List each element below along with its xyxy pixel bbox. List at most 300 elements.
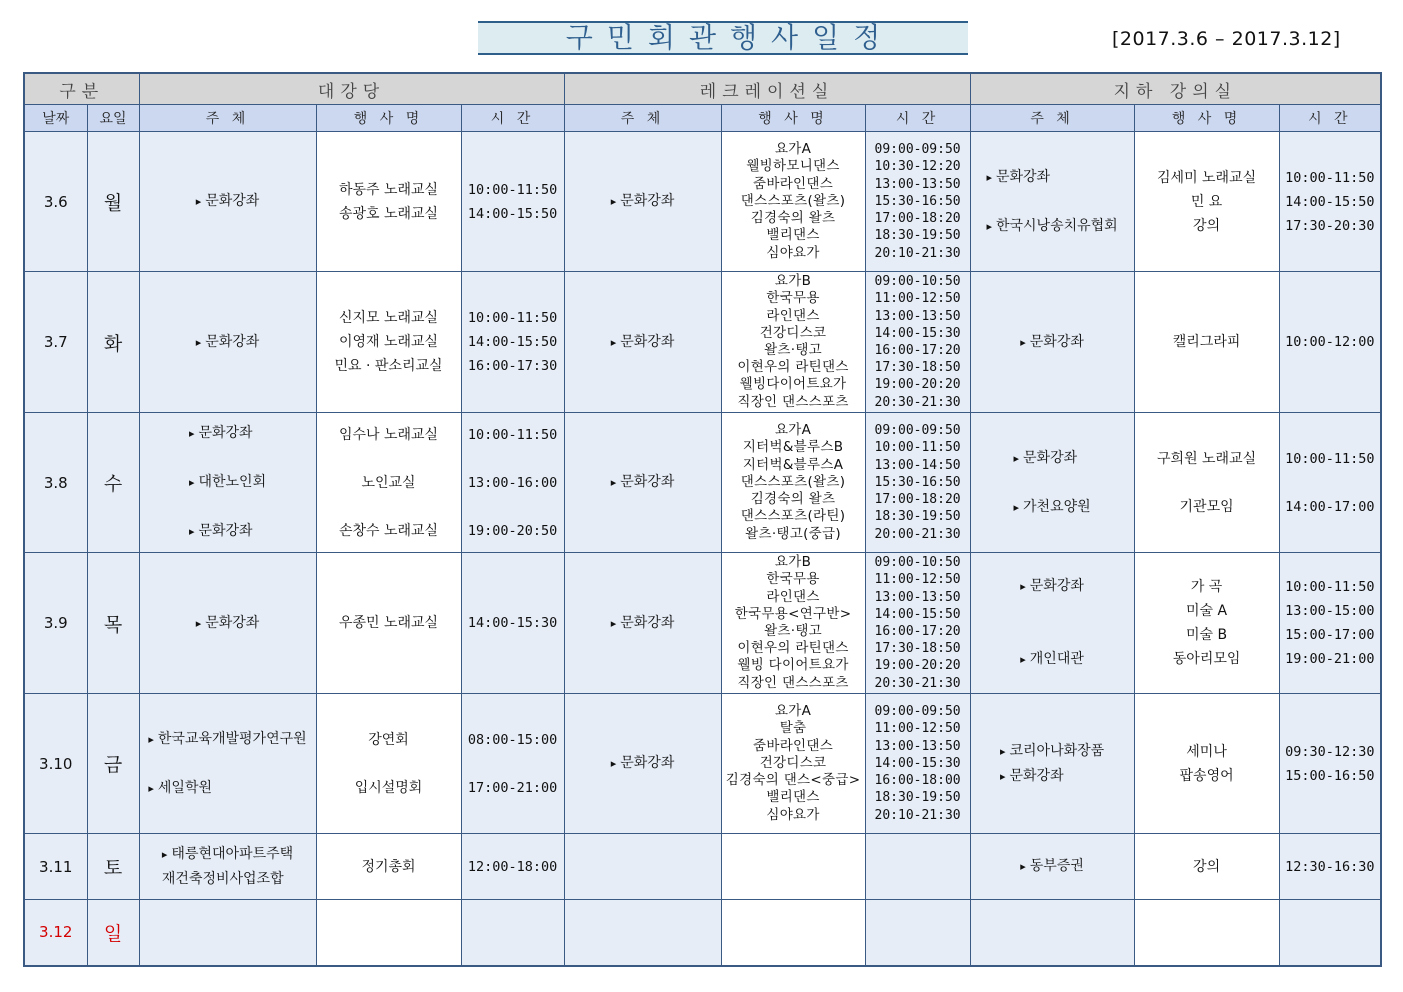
basement-hosts <box>971 739 1134 789</box>
header-weekday: 요일 <box>87 105 139 132</box>
event-item: 세미나 <box>1186 743 1227 760</box>
recreation-times <box>866 273 970 411</box>
time-item: 14:00-15:30 <box>467 615 558 631</box>
day-weekday: 토 <box>87 834 139 900</box>
recreation-hosts <box>565 920 721 944</box>
time-item: 14:00-15:50 <box>874 606 961 622</box>
auditorium-times <box>462 728 564 800</box>
time-item: 14:00-15:50 <box>467 334 558 350</box>
header-row-columns <box>24 105 1381 132</box>
basement-events-cell <box>1134 413 1279 553</box>
event-item: 가 곡 <box>1190 579 1223 595</box>
event-item: 이현우의 라틴댄스 <box>737 640 849 657</box>
recreation-events <box>722 703 865 823</box>
host-item: ▸ 문화강좌 <box>611 751 675 776</box>
recreation-events-cell <box>721 132 865 272</box>
event-item: 미술 B <box>1186 627 1228 643</box>
recreation-times-cell <box>865 413 970 553</box>
time-item: 10:00-11:50 <box>874 440 961 456</box>
host-item: ▸ 문화강좌 <box>1020 330 1084 355</box>
event-item: 한국무용<연구반> <box>734 605 852 622</box>
auditorium-hosts <box>140 330 316 355</box>
auditorium-times <box>462 611 564 635</box>
event-item: 줌바라인댄스 <box>753 175 834 192</box>
recreation-hosts-cell <box>564 413 721 553</box>
event-item: 댄스스포츠(라틴) <box>740 508 846 525</box>
auditorium-times <box>462 178 564 226</box>
auditorium-events <box>317 306 461 378</box>
event-item: 요가B <box>774 554 812 571</box>
host-list <box>1020 854 1084 879</box>
recreation-events-cell <box>721 694 865 834</box>
time-item: 13:00-13:50 <box>874 308 961 324</box>
auditorium-events <box>317 855 461 879</box>
table-row <box>24 132 1381 272</box>
table-row <box>24 272 1381 413</box>
time-item: 10:30-12:20 <box>874 159 961 175</box>
basement-events <box>1135 447 1279 519</box>
recreation-times-cell <box>865 272 970 413</box>
page-title: 구민회관행사일정 <box>565 21 895 54</box>
header-event: 행 사 명 <box>1134 105 1279 132</box>
table-row <box>24 553 1381 694</box>
time-item: 14:00-15:30 <box>874 325 961 341</box>
auditorium-events-cell <box>316 834 461 900</box>
host-item: ▸ 문화강좌 <box>1014 446 1091 471</box>
spacer <box>1014 471 1091 495</box>
basement-events-cell <box>1134 834 1279 900</box>
table-row <box>24 413 1381 553</box>
basement-hosts-cell <box>970 694 1134 834</box>
day-date: 3.7 <box>24 272 87 413</box>
event-item: 왈츠·탱고 <box>764 623 823 639</box>
host-item: ▸ 개인대관 <box>1020 647 1084 672</box>
time-item: 20:10-21:30 <box>874 807 961 823</box>
basement-events <box>1135 575 1279 671</box>
event-item: 이현우의 라틴댄스 <box>737 359 849 376</box>
day-weekday: 목 <box>87 553 139 694</box>
event-item: 심야요가 <box>766 244 820 261</box>
host-item: ▸ 가천요양원 <box>1014 495 1091 520</box>
event-item: 요가A <box>774 422 812 439</box>
event-item: 정기총회 <box>361 858 416 875</box>
auditorium-hosts-cell <box>139 272 316 413</box>
recreation-times <box>866 141 970 261</box>
time-item: 17:00-21:00 <box>467 779 558 796</box>
host-item: ▸ 한국시낭송치유협회 <box>986 214 1117 239</box>
spacer <box>317 447 461 471</box>
event-item: 캘리그라피 <box>1172 334 1241 350</box>
host-item: ▸ 문화강좌 <box>189 519 266 544</box>
time-item: 12:00-18:00 <box>467 858 558 875</box>
auditorium-times <box>462 855 564 879</box>
recreation-events <box>722 273 865 411</box>
schedule-table <box>23 72 1382 967</box>
header-host: 주 체 <box>139 105 316 132</box>
header-group: 구분 <box>24 73 139 105</box>
recreation-hosts-cell <box>564 694 721 834</box>
basement-times-cell <box>1279 553 1381 694</box>
event-item: 하동주 노래교실 <box>338 181 439 198</box>
event-item: 민요 · 판소리교실 <box>334 358 443 374</box>
header-row-groups <box>24 73 1381 105</box>
auditorium-times <box>462 306 564 378</box>
recreation-hosts-cell <box>564 132 721 272</box>
recreation-events-cell <box>721 272 865 413</box>
auditorium-hosts-cell <box>139 694 316 834</box>
spacer <box>1135 471 1279 495</box>
auditorium-times-cell <box>461 413 564 553</box>
event-item: 직장인 댄스스포츠 <box>737 674 849 691</box>
time-item: 17:30-20:30 <box>1285 217 1375 234</box>
spacer <box>462 752 564 776</box>
time-item: 19:00-20:50 <box>467 522 558 539</box>
host-list <box>1000 739 1104 789</box>
auditorium-hosts <box>140 727 316 801</box>
time-item: 12:30-16:30 <box>1285 858 1375 875</box>
host-list <box>196 611 260 636</box>
host-list <box>1020 574 1084 672</box>
event-item: 미술 A <box>1186 603 1228 619</box>
event-item: 건강디스코 <box>759 324 827 341</box>
recreation-hosts-cell <box>564 834 721 900</box>
recreation-events-cell <box>721 900 865 966</box>
auditorium-times-cell <box>461 132 564 272</box>
basement-hosts-cell <box>970 272 1134 413</box>
time-item: 20:00-21:30 <box>874 526 961 542</box>
day-date: 3.10 <box>24 694 87 834</box>
host-item: ▸ 문화강좌 <box>196 189 260 214</box>
basement-hosts <box>971 920 1134 944</box>
basement-hosts-cell <box>970 413 1134 553</box>
time-item: 11:00-12:50 <box>874 721 961 737</box>
basement-events-cell <box>1134 272 1279 413</box>
host-item: ▸ 문화강좌 <box>1020 574 1084 599</box>
event-item: 라인댄스 <box>766 588 820 605</box>
time-item: 15:00-17:00 <box>1285 627 1375 643</box>
time-item: 18:30-19:50 <box>874 790 961 806</box>
event-item: 왈츠·탱고 <box>764 342 823 358</box>
recreation-hosts-cell <box>564 553 721 694</box>
event-item: 댄스스포츠(왈츠) <box>740 473 846 490</box>
event-item: 팝송영어 <box>1179 767 1234 784</box>
event-item: 지터벅&블루스A <box>742 456 844 473</box>
event-item: 임수나 노래교실 <box>338 426 439 443</box>
event-item: 직장인 댄스스포츠 <box>737 393 849 410</box>
schedule-body <box>24 132 1381 966</box>
basement-events-cell <box>1134 900 1279 966</box>
auditorium-events <box>317 728 461 800</box>
time-item: 15:30-16:50 <box>874 474 961 490</box>
time-item: 09:00-10:50 <box>874 274 961 290</box>
event-item: 요가A <box>774 703 812 720</box>
event-item: 탈춤 <box>779 720 807 737</box>
basement-times-cell <box>1279 834 1381 900</box>
host-list <box>611 189 675 214</box>
auditorium-hosts-cell <box>139 834 316 900</box>
time-item: 15:30-16:50 <box>874 193 961 209</box>
basement-times <box>1280 575 1381 671</box>
auditorium-events-cell <box>316 272 461 413</box>
event-item: 밸리댄스 <box>766 789 820 806</box>
spacer <box>317 495 461 519</box>
auditorium-hosts <box>140 421 316 544</box>
day-date: 3.8 <box>24 413 87 553</box>
basement-events-cell <box>1134 132 1279 272</box>
event-item: 기관모임 <box>1179 498 1234 515</box>
event-item: 신지모 노래교실 <box>338 310 439 326</box>
host-list <box>196 330 260 355</box>
time-item: 10:00-11:50 <box>1285 450 1375 467</box>
spacer <box>317 752 461 776</box>
time-item: 10:00-11:50 <box>467 181 558 198</box>
auditorium-events-cell <box>316 553 461 694</box>
header-host: 주 체 <box>564 105 721 132</box>
basement-times <box>1280 330 1381 354</box>
time-item: 20:10-21:30 <box>874 245 961 261</box>
day-date: 3.12 <box>24 900 87 966</box>
spacer <box>986 190 1117 214</box>
basement-hosts-cell <box>970 553 1134 694</box>
time-item: 13:00-13:50 <box>874 738 961 754</box>
auditorium-events <box>317 611 461 635</box>
auditorium-events <box>317 178 461 226</box>
basement-times-cell <box>1279 900 1381 966</box>
auditorium-events-cell <box>316 413 461 553</box>
time-item: 13:00-13:50 <box>874 589 961 605</box>
auditorium-events-cell <box>316 694 461 834</box>
spacer <box>189 495 266 519</box>
time-item: 20:30-21:30 <box>874 394 961 410</box>
auditorium-hosts-cell <box>139 900 316 966</box>
spacer <box>462 447 564 471</box>
auditorium-hosts <box>140 611 316 636</box>
event-item: 왈츠·탱고(중급) <box>745 525 841 542</box>
auditorium-times-cell <box>461 834 564 900</box>
header-time: 시 간 <box>1279 105 1381 132</box>
header-time: 시 간 <box>461 105 564 132</box>
event-item: 이영재 노래교실 <box>338 334 439 350</box>
host-item: ▸ 태릉현대아파트주택 <box>162 842 293 867</box>
host-item: ▸ 문화강좌 <box>189 421 266 446</box>
event-item: 밸리댄스 <box>766 227 820 244</box>
event-item: 심야요가 <box>766 806 820 823</box>
recreation-times <box>866 422 970 542</box>
event-item: 강의 <box>1193 858 1221 875</box>
time-item: 19:00-21:00 <box>1285 651 1375 667</box>
event-item: 김경숙의 왈츠 <box>750 491 836 508</box>
host-list <box>611 751 675 776</box>
event-item: 노인교실 <box>361 474 416 491</box>
event-item: 구희원 노래교실 <box>1157 450 1257 467</box>
basement-times-cell <box>1279 132 1381 272</box>
event-item: 한국무용 <box>766 290 820 307</box>
basement-events <box>1135 166 1279 238</box>
basement-events <box>1135 330 1279 354</box>
auditorium-times <box>462 423 564 543</box>
time-item: 16:00-17:30 <box>467 358 558 374</box>
auditorium-events-cell <box>316 132 461 272</box>
time-item: 10:00-12:00 <box>1285 334 1375 350</box>
auditorium-hosts-cell <box>139 553 316 694</box>
recreation-hosts <box>565 330 721 355</box>
spacer <box>462 495 564 519</box>
header-date: 날짜 <box>24 105 87 132</box>
recreation-times-cell <box>865 132 970 272</box>
event-item: 요가A <box>774 141 812 158</box>
host-list <box>1014 446 1091 520</box>
event-item: 건강디스코 <box>759 754 827 771</box>
time-item: 16:00-17:20 <box>874 624 961 639</box>
time-item: 14:00-15:50 <box>1285 193 1375 210</box>
recreation-events-cell <box>721 413 865 553</box>
host-item: ▸ 문화강좌 <box>611 470 675 495</box>
host-item: ▸ 문화강좌 <box>611 189 675 214</box>
recreation-times-cell <box>865 694 970 834</box>
auditorium-hosts <box>140 842 316 892</box>
basement-hosts <box>971 330 1134 355</box>
time-item: 10:00-11:50 <box>1285 169 1375 186</box>
host-list <box>189 421 266 544</box>
host-item: 재건축정비사업조합 <box>161 870 284 887</box>
header-hall-auditorium: 대강당 <box>139 73 564 105</box>
day-date: 3.9 <box>24 553 87 694</box>
event-item: 동아리모임 <box>1172 651 1241 667</box>
time-item: 09:30-12:30 <box>1285 743 1375 760</box>
recreation-hosts-cell <box>564 900 721 966</box>
time-item: 19:00-20:20 <box>874 658 961 674</box>
host-list <box>611 330 675 355</box>
header-time: 시 간 <box>865 105 970 132</box>
event-item: 송광호 노래교실 <box>338 205 439 222</box>
basement-hosts <box>971 165 1134 239</box>
auditorium-times-cell <box>461 272 564 413</box>
event-item: 입시설명회 <box>354 779 423 796</box>
time-item: 14:00-15:30 <box>874 755 961 771</box>
table-row <box>24 834 1381 900</box>
recreation-times-cell <box>865 900 970 966</box>
host-item: ▸ 문화강좌 <box>196 330 260 355</box>
host-item: ▸ 코리아나화장품 <box>1000 739 1104 764</box>
time-item: 16:00-18:00 <box>874 773 961 789</box>
time-item: 13:00-16:00 <box>467 474 558 491</box>
time-item: 17:00-18:20 <box>874 492 961 508</box>
event-item: 우종민 노래교실 <box>338 615 439 631</box>
basement-hosts <box>971 574 1134 672</box>
recreation-events-cell <box>721 553 865 694</box>
page-title-box <box>478 21 968 55</box>
host-item: ▸ 한국교육개발평가연구원 <box>148 727 306 752</box>
event-item: 줌바라인댄스 <box>753 737 834 754</box>
spacer <box>148 752 306 776</box>
day-weekday: 금 <box>87 694 139 834</box>
day-weekday: 일 <box>87 900 139 966</box>
recreation-hosts-cell <box>564 272 721 413</box>
recreation-times-cell <box>865 553 970 694</box>
event-item: 강의 <box>1193 217 1221 234</box>
event-item: 한국무용 <box>766 571 820 588</box>
event-item: 강연회 <box>368 731 409 748</box>
time-item: 08:00-15:00 <box>467 731 558 748</box>
time-item: 09:00-10:50 <box>874 555 961 571</box>
time-item: 13:00-14:50 <box>874 457 961 473</box>
host-item: ▸ 문화강좌 <box>196 611 260 636</box>
spacer <box>189 446 266 470</box>
header-hall-basement: 지하 강의실 <box>970 73 1381 105</box>
header-event: 행 사 명 <box>721 105 865 132</box>
event-item: 라인댄스 <box>766 307 820 324</box>
time-item: 14:00-17:00 <box>1285 498 1375 515</box>
header-event: 행 사 명 <box>316 105 461 132</box>
day-date: 3.6 <box>24 132 87 272</box>
basement-hosts <box>971 446 1134 520</box>
basement-times <box>1280 166 1381 238</box>
spacer <box>1020 623 1084 647</box>
table-row <box>24 694 1381 834</box>
event-item: 웰빙다이어트요가 <box>739 376 847 393</box>
host-list <box>986 165 1117 239</box>
basement-times <box>1280 740 1381 788</box>
basement-events-cell <box>1134 553 1279 694</box>
recreation-hosts <box>565 751 721 776</box>
event-item: 김세미 노래교실 <box>1157 169 1257 186</box>
time-item: 13:00-15:00 <box>1285 603 1375 619</box>
recreation-events-cell <box>721 834 865 900</box>
basement-times <box>1280 855 1381 879</box>
basement-events <box>1135 740 1279 788</box>
day-weekday: 화 <box>87 272 139 413</box>
basement-times-cell <box>1279 694 1381 834</box>
basement-hosts-cell <box>970 132 1134 272</box>
basement-events-cell <box>1134 694 1279 834</box>
basement-times-cell <box>1279 272 1381 413</box>
host-list <box>611 611 675 636</box>
event-item: 요가B <box>774 273 812 290</box>
recreation-hosts <box>565 855 721 879</box>
time-item: 13:00-13:50 <box>874 176 961 192</box>
time-item: 19:00-20:20 <box>874 377 961 393</box>
event-item: 김경숙의 왈츠 <box>750 210 836 227</box>
time-item: 20:30-21:30 <box>874 675 961 691</box>
time-item: 18:30-19:50 <box>874 509 961 525</box>
host-list <box>611 470 675 495</box>
time-item: 11:00-12:50 <box>874 572 961 588</box>
host-item: ▸ 대한노인회 <box>189 470 266 495</box>
host-item: ▸ 동부증권 <box>1020 854 1084 879</box>
host-item: ▸ 문화강좌 <box>611 611 675 636</box>
table-row <box>24 900 1381 966</box>
basement-hosts <box>971 854 1134 879</box>
recreation-hosts <box>565 189 721 214</box>
day-date: 3.11 <box>24 834 87 900</box>
auditorium-hosts-cell <box>139 132 316 272</box>
host-item: ▸ 세일학원 <box>148 776 306 801</box>
recreation-events <box>722 422 865 542</box>
auditorium-times-cell <box>461 694 564 834</box>
date-range: [2017.3.6 – 2017.3.12] <box>1112 28 1341 50</box>
host-list <box>1020 330 1084 355</box>
host-list <box>148 727 306 801</box>
spacer <box>1280 471 1381 495</box>
auditorium-events-cell <box>316 900 461 966</box>
time-item: 17:30-18:50 <box>874 360 961 376</box>
event-item: 웰빙하모니댄스 <box>746 158 840 175</box>
event-item: 민 요 <box>1190 193 1223 210</box>
header-hall-recreation: 레크레이션실 <box>564 73 970 105</box>
time-item: 11:00-12:50 <box>874 291 961 307</box>
basement-hosts-cell <box>970 900 1134 966</box>
event-item: 손창수 노래교실 <box>338 522 439 539</box>
